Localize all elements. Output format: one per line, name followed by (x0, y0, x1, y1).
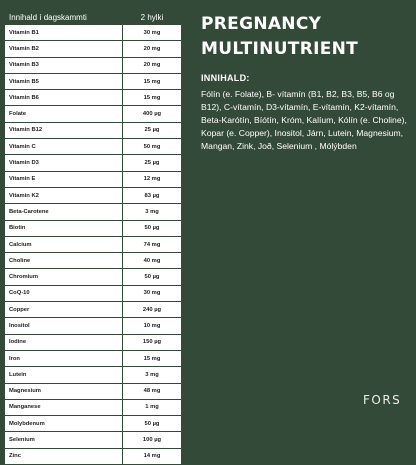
nutrient-name: Calcium (5, 237, 123, 252)
nutrient-amount: 83 µg (144, 192, 160, 199)
table-row (5, 172, 181, 188)
nutrient-name: Beta-Carotene (5, 204, 123, 219)
nutrient-name: Lutein (5, 367, 123, 382)
nutrient-name: Vitamin B3 (5, 58, 123, 73)
nutrient-amount: 12 mg (143, 176, 161, 183)
nutrient-name: Iodine (5, 335, 123, 350)
nutrient-amount: 25 µg (144, 127, 160, 134)
nutrient-amount: 20 mg (143, 62, 161, 69)
nutrient-name: Vitamin D3 (5, 155, 123, 170)
table-row (5, 400, 181, 416)
table-row (5, 302, 181, 318)
table-header (5, 9, 181, 25)
nutrient-name: Vitamin C (5, 139, 123, 154)
nutrient-name: Vitamin B6 (5, 90, 123, 105)
nutrient-name: Vitamin B2 (5, 41, 123, 56)
table-row (5, 335, 181, 351)
nutrient-amount: 48 mg (143, 388, 161, 395)
nutrient-amount: 150 µg (142, 339, 162, 346)
table-row (5, 351, 181, 367)
nutrient-name: Vitamin E (5, 172, 123, 187)
table-row (5, 449, 181, 465)
nutrient-name: Vitamin K2 (5, 188, 123, 203)
table-row (5, 318, 181, 334)
nutrient-name: Folate (5, 106, 123, 121)
nutrient-name: Vitamin B1 (5, 25, 123, 40)
ingredients-label: INNIHALD: (201, 73, 250, 83)
nutrient-amount: 30 mg (143, 290, 161, 297)
nutrient-name: Vitamin B12 (5, 123, 123, 138)
nutrient-amount: 1 mg (145, 404, 159, 411)
nutrient-amount: 400 µg (142, 111, 162, 118)
header-ingredient: Innihald í dagskammti (9, 12, 87, 22)
table-row (5, 269, 181, 285)
nutrition-table (5, 9, 181, 465)
table-row (5, 286, 181, 302)
nutrient-name: CoQ-10 (5, 286, 123, 301)
table-row (5, 123, 181, 139)
table-row (5, 188, 181, 204)
table-row (5, 25, 181, 41)
nutrient-amount: 25 µg (144, 160, 160, 167)
nutrient-amount: 15 mg (143, 78, 161, 85)
table-row (5, 432, 181, 448)
nutrient-name: Zinc (5, 449, 123, 464)
nutrient-name: Biotin (5, 221, 123, 236)
table-body (5, 25, 181, 465)
nutrient-amount: 50 µg (144, 225, 160, 232)
nutrient-amount: 40 mg (143, 257, 161, 264)
nutrient-name: Vitamin B5 (5, 74, 123, 89)
nutrient-amount: 30 mg (143, 29, 161, 36)
nutrient-name: Molybdenum (5, 416, 123, 431)
nutrient-amount: 50 µg (144, 274, 160, 281)
nutrient-name: Iron (5, 351, 123, 366)
nutrient-name: Selenium (5, 432, 123, 447)
table-row (5, 74, 181, 90)
nutrient-amount: 100 µg (142, 437, 162, 444)
ingredients-text: Fólín (e. Folate), B- vítamín (B1, B2, B3, B5, B6 og B12), C-vítamín, D3-vítamín, E-vítamín, K2-vítamín, Beta-Karótín, Bíótín, Króm, Kalíum, Kólín (e. Choline), Kopar (e. Copper), Inositol, Járn, Lutein, Magnesium, Mangan, Zink, Joð, Selenium , Mólýbden (201, 89, 407, 151)
table-row (5, 155, 181, 171)
table-row (5, 106, 181, 122)
nutrient-amount: 20 mg (143, 45, 161, 52)
nutrient-name: Chromium (5, 269, 123, 284)
table-row (5, 139, 181, 155)
nutrient-amount: 10 mg (143, 322, 161, 329)
nutrient-amount: 15 mg (143, 355, 161, 362)
table-row (5, 221, 181, 237)
nutrient-name: Inositol (5, 318, 123, 333)
table-row (5, 384, 181, 400)
table-row (5, 204, 181, 220)
title-line-2: MULTINUTRIENT (201, 39, 359, 59)
nutrient-name: Magnesium (5, 384, 123, 399)
product-title (201, 12, 411, 62)
nutrient-amount: 15 mg (143, 94, 161, 101)
title-line-1: PREGNANCY (201, 14, 322, 34)
table-row (5, 237, 181, 253)
nutrient-amount: 3 mg (145, 371, 159, 378)
nutrient-amount: 50 mg (143, 143, 161, 150)
table-row (5, 416, 181, 432)
table-row (5, 253, 181, 269)
nutrient-amount: 3 mg (145, 208, 159, 215)
brand-logo: FORS (363, 393, 402, 407)
nutrient-amount: 74 mg (143, 241, 161, 248)
nutrient-amount: 240 µg (142, 306, 162, 313)
nutrient-amount: 50 µg (144, 420, 160, 427)
nutrient-name: Manganese (5, 400, 123, 415)
header-amount: 2 hylki (140, 12, 164, 22)
nutrient-amount: 14 mg (143, 453, 161, 460)
table-row (5, 90, 181, 106)
table-row (5, 58, 181, 74)
nutrient-name: Copper (5, 302, 123, 317)
table-row (5, 41, 181, 57)
nutrient-name: Choline (5, 253, 123, 268)
table-row (5, 367, 181, 383)
